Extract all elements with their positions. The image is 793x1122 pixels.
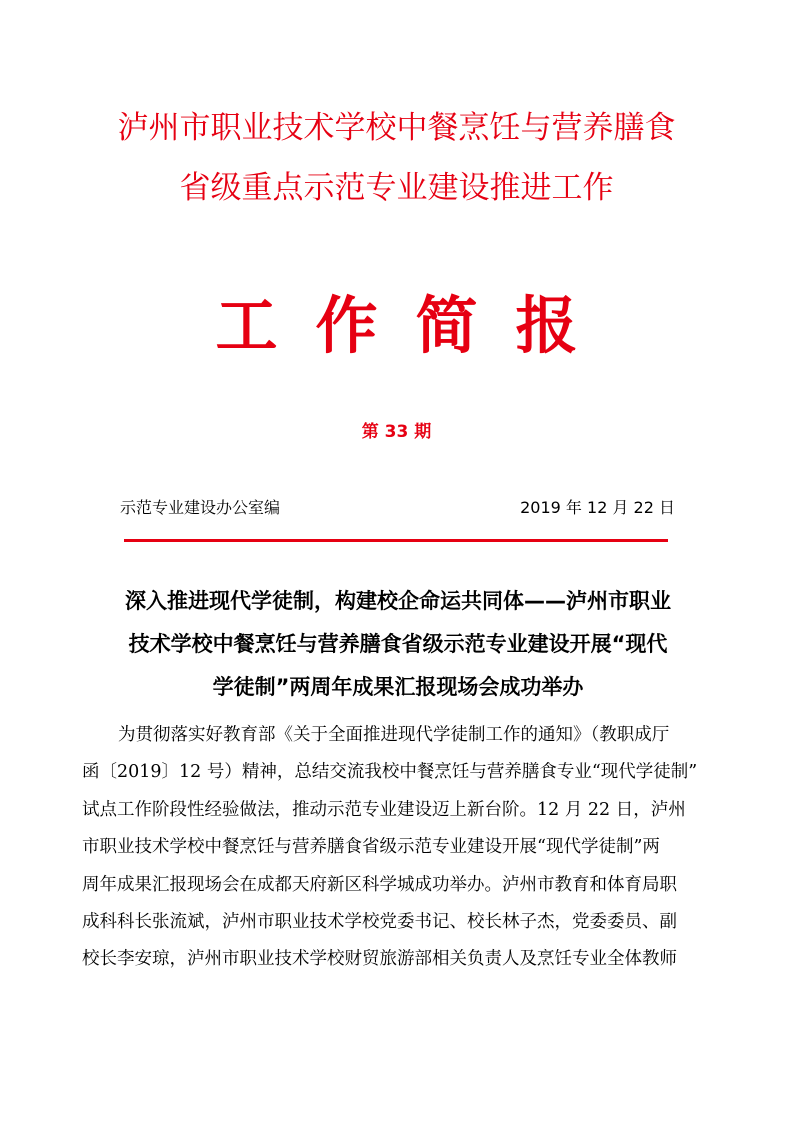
header-title-line-2: 省级重点示范专业建设推进工作 bbox=[179, 170, 614, 206]
article-body bbox=[82, 717, 722, 979]
bulletin-title: 工作简报 bbox=[215, 289, 616, 362]
article-title-line: 技术学校中餐烹饪与营养膳食省级示范专业建设开展“现代 bbox=[128, 632, 668, 656]
red-divider bbox=[124, 539, 668, 542]
body-line: 为贯彻落实好教育部《关于全面推进现代学徒制工作的通知》（教职成厅 bbox=[118, 725, 670, 745]
publish-date: 2019 年 12 月 22 日 bbox=[520, 498, 675, 517]
body-line: 函〔2019〕12 号）精神，总结交流我校中餐烹饪与营养膳食专业“现代学徒制” bbox=[82, 762, 698, 783]
body-line: 成科科长张流斌，泸州市职业技术学校党委书记、校长林子杰，党委委员、副 bbox=[82, 912, 677, 933]
editor-label: 示范专业建设办公室编 bbox=[120, 498, 281, 517]
body-line: 校长李安琼，泸州市职业技术学校财贸旅游部相关负责人及烹饪专业全体教师 bbox=[82, 949, 677, 970]
body-line: 周年成果汇报现场会在成都天府新区科学城成功举办。泸州市教育和体育局职 bbox=[82, 874, 677, 895]
issue-number: 第 33 期 bbox=[361, 422, 432, 442]
body-line: 市职业技术学校中餐烹饪与营养膳食省级示范专业建设开展“现代学徒制”两 bbox=[82, 837, 660, 858]
article-title-line: 学徒制”两周年成果汇报现场会成功举办 bbox=[212, 675, 584, 699]
header-title-line-1: 泸州市职业技术学校中餐烹饪与营养膳食 bbox=[117, 110, 676, 146]
article-title-line: 深入推进现代学徒制，构建校企命运共同体——泸州市职业 bbox=[125, 589, 671, 613]
article-title bbox=[80, 580, 716, 709]
body-line: 试点工作阶段性经验做法，推动示范专业建设迈上新台阶。12 月 22 日，泸州 bbox=[82, 799, 686, 820]
